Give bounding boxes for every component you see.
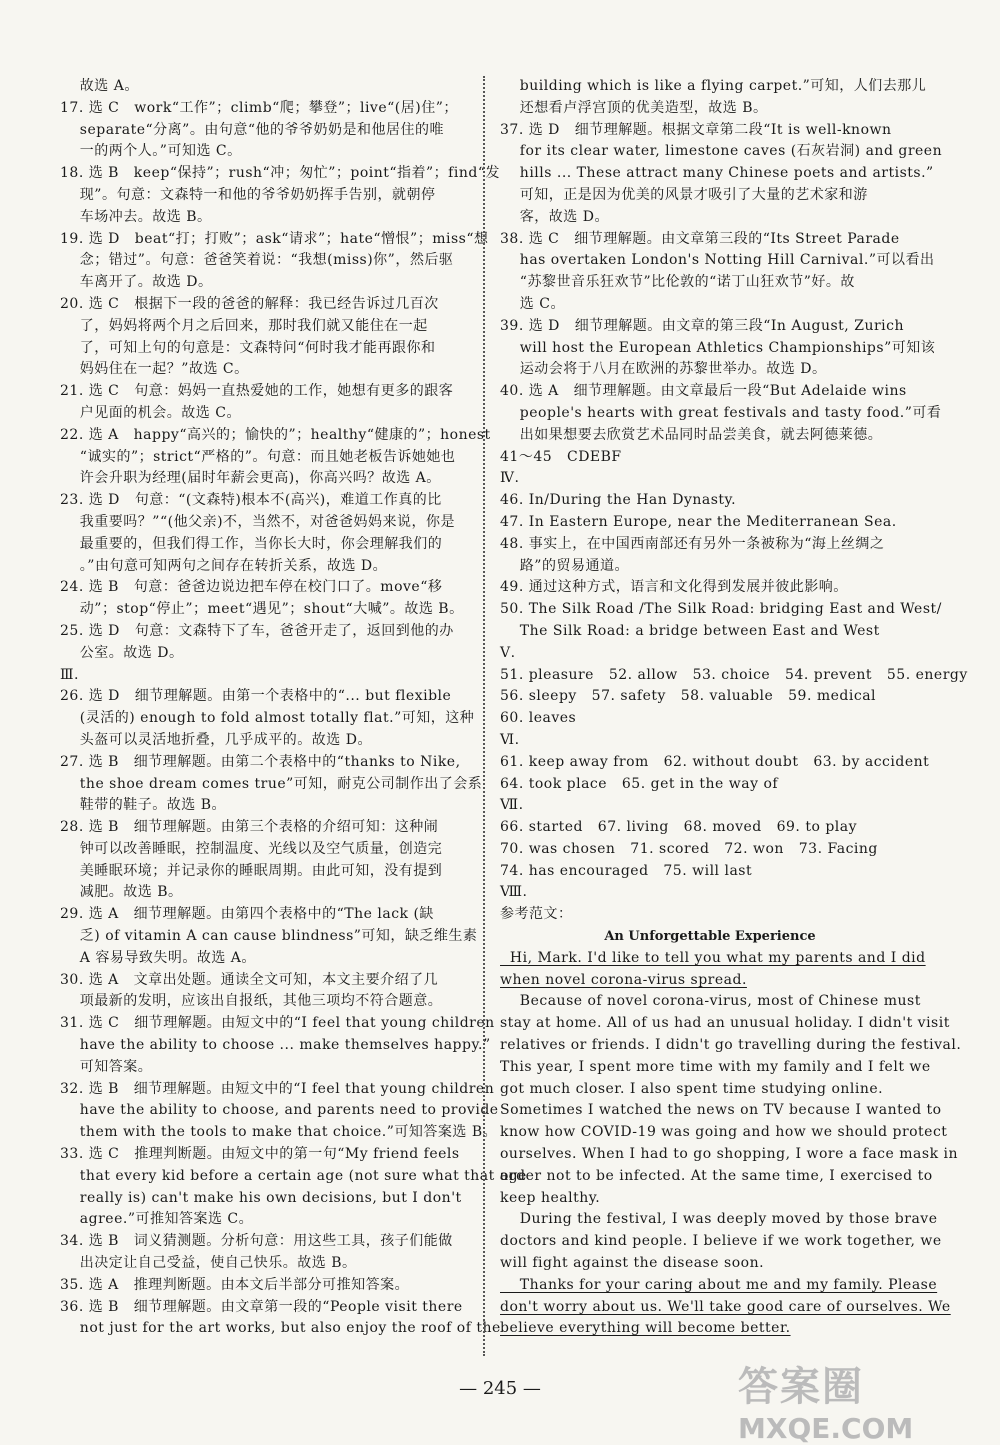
essay-line: This year, I spent more time with my family and I felt we <box>500 1058 931 1075</box>
answer-line: agree.”可推知答案选 C。 <box>60 1211 254 1228</box>
answer-line: 40. 选 A 细节理解题。由文章最后一段“But Adelaide wins <box>500 383 907 400</box>
answer-line: hills ... These attract many Chinese poets and artists.” <box>500 165 934 182</box>
answer-line: The Silk Road: a bridge between East and West <box>500 622 880 639</box>
answer-line: 车离开了。故选 D。 <box>60 274 213 291</box>
answer-line: people's hearts with great festivals and tasty food.”可看 <box>500 404 942 421</box>
answer-line: 48. 事实上，在中国西南部还有另外一条被称为“海上丝绸之 <box>500 535 885 552</box>
answer-line: 减肥。故选 B。 <box>60 884 183 901</box>
answer-line: Ⅳ. <box>500 470 520 487</box>
answer-line: 客，故选 D。 <box>500 208 609 225</box>
essay-line: keep healthy. <box>500 1189 601 1206</box>
essay-line: when novel corona-virus spread. <box>500 971 747 988</box>
answer-line: 项最新的发明，应该出自报纸，其他三项均不符合题意。 <box>60 993 443 1010</box>
essay-line: know how COVID-19 was going and how we should protect <box>500 1124 948 1141</box>
answer-line: 可知答案。 <box>60 1058 153 1075</box>
answer-line: 24. 选 B 句意：爸爸边说边把车停在校门口了。move“移 <box>60 579 443 596</box>
answer-line: 19. 选 D beat“打；打败”；ask“请求”；hate“憎恨”；miss“想 <box>60 230 489 247</box>
answer-line: 21. 选 C 句意：妈妈一直热爱她的工作，她想有更多的跟客 <box>60 383 454 400</box>
answer-line: that every kid before a certain age (not sure what that age <box>60 1167 527 1184</box>
answer-line: 36. 选 B 细节理解题。由文章第一段的“People visit there <box>60 1298 463 1315</box>
answer-line: 74. has encouraged 75. will last <box>500 862 753 879</box>
site-watermark-logo <box>738 1355 988 1445</box>
essay-line: relatives or friends. I didn't go travelling during the festival. <box>500 1037 962 1054</box>
answer-line: 乏) of vitamin A can cause blindness”可知，缺乏维生素 <box>60 928 478 945</box>
answer-line: Ⅴ. <box>500 644 516 661</box>
answer-line: 18. 选 B keep“保持”；rush“冲；匆忙”；point“指着”；find“发 <box>60 165 500 182</box>
essay-line: order not to be infected. At the same time, I exercised to <box>500 1167 933 1184</box>
answer-line: 念；错过”。句意：爸爸笑着说：“我想(miss)你”，然后驱 <box>60 252 454 269</box>
answer-line: 户见面的机会。故选 C。 <box>60 404 241 421</box>
answer-line: will host the European Athletics Championships”可知该 <box>500 339 936 356</box>
answer-line: 28. 选 B 细节理解题。由第三个表格的介绍可知：这种闹 <box>60 819 439 836</box>
essay-line: believe everything will become better. <box>500 1320 791 1337</box>
answer-line: 22. 选 A happy“高兴的；愉快的”；healthy“健康的”；honest <box>60 426 491 443</box>
answer-line: building which is like a flying carpet.”可知，人们去那儿 <box>500 78 927 94</box>
answer-line: 30. 选 A 文章出处题。通读全文可知，本文主要介绍了几 <box>60 971 439 988</box>
answer-line: separate“分离”。由句意“他的爷爷奶奶是和他居住的唯 <box>60 121 444 138</box>
answer-line: 32. 选 B 细节理解题。由短文中的“I feel that young children <box>60 1080 495 1097</box>
answer-line: them with the tools to make that choice.”可知答案选 B。 <box>60 1124 498 1141</box>
answer-line: 35. 选 A 推理判断题。由本文后半部分可推知答案。 <box>60 1276 410 1293</box>
answer-line: 可知，正是因为优美的风景才吸引了大量的艺术家和游 <box>500 186 868 203</box>
answer-line: 20. 选 C 根据下一段的爸爸的解释：我已经告诉过几百次 <box>60 295 439 312</box>
answer-line: 了，可知上句的句意是：文森特问“何时我才能再跟你和 <box>60 339 436 356</box>
answer-line: 50. The Silk Road /The Silk Road: bridging East and West/ <box>500 601 942 618</box>
essay-line: Hi, Mark. I'd like to tell you what my parents and I did <box>500 949 926 966</box>
answer-line: 70. was chosen 71. scored 72. won 73. Facing <box>500 840 878 857</box>
essay-line: Sometimes I watched the news on TV because I wanted to <box>500 1102 942 1119</box>
answer-line: 41～45 CDEBF <box>500 448 622 465</box>
answer-line: 一的两个人。”可知选 C。 <box>60 143 242 160</box>
answer-line: 29. 选 A 细节理解题。由第四个表格中的“The lack (缺 <box>60 906 434 923</box>
answer-line: 妈妈住在一起？”故选 C。 <box>60 361 249 378</box>
answer-line: 出如果想要去欣赏艺术品同时品尝美食，就去阿德莱德。 <box>500 426 883 443</box>
essay-line: stay at home. All of us had an unusual holiday. I didn't visit <box>500 1015 950 1032</box>
answer-line: 64. took place 65. get in the way of <box>500 775 779 792</box>
answer-line: 60. leaves <box>500 710 577 727</box>
answer-line: 鞋带的鞋子。故选 B。 <box>60 797 227 814</box>
answer-line: 34. 选 B 词义猜测题。分析句意：用这些工具，孩子们能做 <box>60 1233 453 1250</box>
essay-line: will fight against the disease soon. <box>500 1255 765 1272</box>
answer-line: 参考范文： <box>500 906 573 923</box>
answer-line: 46. In/During the Han Dynasty. <box>500 492 737 509</box>
answer-line: 动”；stop“停止”；meet“遇见”；shout“大喊”。故选 B。 <box>60 601 464 618</box>
answer-line: 公室。故选 D。 <box>60 644 184 661</box>
answer-line: Ⅵ. <box>500 731 520 748</box>
essay-line: Because of novel corona-virus, most of Chinese must <box>500 993 921 1010</box>
answer-line: 25. 选 D 句意：文森特下了车，爸爸开走了，返回到他的办 <box>60 622 454 639</box>
answer-line: 钟可以改善睡眠，控制温度、光线以及空气质量，创造完 <box>60 840 443 857</box>
answer-line: 38. 选 C 细节理解题。由文章第三段的“Its Street Parade <box>500 230 900 247</box>
answer-line: have the ability to choose, and parents need to provide <box>60 1102 499 1119</box>
answer-line: 选 C。 <box>500 295 565 312</box>
answer-line: 23. 选 D 句意：“(文森特)根本不(高兴)，难道工作真的比 <box>60 492 442 509</box>
answer-line: Ⅶ. <box>500 797 524 814</box>
answer-line: 故选 A。 <box>60 78 139 94</box>
essay-line: Thanks for your caring about me and my family. Please <box>500 1276 938 1293</box>
answer-line: really is) can't make his own decisions, but I don't <box>60 1189 462 1206</box>
answer-line: 39. 选 D 细节理解题。由文章的第三段“In August, Zurich <box>500 317 904 334</box>
answer-line: Ⅷ. <box>500 884 528 901</box>
answer-line: 26. 选 D 细节理解题。由第一个表格中的“... but flexible <box>60 688 452 705</box>
answer-line: have the ability to choose ... make themselves happy.” <box>60 1037 491 1054</box>
answer-line: 美睡眠环境；并记录你的睡眠周期。由此可知，没有提到 <box>60 862 443 879</box>
answer-line: 还想看卢浮宫顶的优美造型，故选 B。 <box>500 99 768 116</box>
watermark-url: MXQE.COM <box>738 1412 914 1445</box>
answer-line: “诚实的”；strict“严格的”。句意：而且她老板告诉她她也 <box>60 448 456 465</box>
essay-title: An Unforgettable Experience <box>604 929 816 945</box>
essay-line: During the festival, I was deeply moved by those brave <box>500 1211 938 1228</box>
answer-line: 61. keep away from 62. without doubt 63. by accident <box>500 753 930 770</box>
answer-line: 31. 选 C 细节理解题。由短文中的“I feel that young children <box>60 1015 495 1032</box>
answer-line: 出决定让自己受益，使自己快乐。故选 B。 <box>60 1255 357 1272</box>
answer-line: “苏黎世音乐狂欢节”比伦敦的“诺丁山狂欢节”好。故 <box>500 274 855 291</box>
answer-line: 现”。句意：文森特一和他的爷爷奶奶挥手告别，就朝停 <box>60 186 436 203</box>
answer-line: the shoe dream comes true”可知，耐克公司制作出了会系 <box>60 775 483 792</box>
essay-line: got much closer. I also spent time studying online. <box>500 1080 884 1097</box>
essay-line: ourselves. When I had to go shopping, I wore a face mask in <box>500 1146 958 1163</box>
answer-line: 我重要吗？”“(他父亲)不，当然不，对爸爸妈妈来说，你是 <box>60 513 456 530</box>
answer-line: has overtaken London's Notting Hill Carnival.”可以看出 <box>500 252 935 269</box>
answer-line: 49. 通过这种方式，语言和文化得到发展并彼此影响。 <box>500 579 848 596</box>
answer-line: 47. In Eastern Europe, near the Mediterranean Sea. <box>500 513 897 530</box>
answer-line: 。”由句意可知两句之间存在转折关系，故选 D。 <box>60 557 388 574</box>
answer-line: 17. 选 C work“工作”；climb“爬；攀登”；live“(居)住”； <box>60 99 458 116</box>
answer-line: 最重要的，但我们得工作，当你长大时，你会理解我们的 <box>60 535 443 552</box>
answer-line: 了，妈妈将两个月之后回来，那时我们就又能住在一起 <box>60 317 428 334</box>
essay-line: don't worry about us. We'll take good care of ourselves. We <box>500 1298 951 1315</box>
answer-line: for its clear water, limestone caves (石灰岩洞) and green <box>500 143 943 160</box>
answer-line: 66. started 67. living 68. moved 69. to play <box>500 819 858 836</box>
answer-line: 37. 选 D 细节理解题。根据文章第二段“It is well-known <box>500 121 892 138</box>
column-divider <box>483 76 485 1356</box>
answer-line: 运动会将于八月在欧洲的苏黎世举办。故选 D。 <box>500 361 827 378</box>
answer-line: 56. sleepy 57. safety 58. valuable 59. medical <box>500 688 877 705</box>
answer-line: A 容易导致失明。故选 A。 <box>60 949 256 966</box>
page-number: — 245 — <box>459 1378 541 1399</box>
essay-line: doctors and kind people. I believe if we work together, we <box>500 1233 942 1250</box>
watermark-logo-text: 答案圈 <box>738 1364 864 1410</box>
answer-line: 33. 选 C 推理判断题。由短文中的第一句“My friend feels <box>60 1146 460 1163</box>
answer-line: not just for the art works, but also enjoy the roof of the <box>60 1320 501 1337</box>
answer-line: Ⅲ. <box>60 666 79 683</box>
answer-line: 车场冲去。故选 B。 <box>60 208 212 225</box>
answer-line: 路”的贸易通道。 <box>500 557 629 574</box>
answer-line: 51. pleasure 52. allow 53. choice 54. prevent 55. energy <box>500 666 968 683</box>
answer-line: (灵活的) enough to fold almost totally flat.”可知，这种 <box>60 710 475 727</box>
right-column <box>500 76 968 1340</box>
answer-line: 27. 选 B 细节理解题。由第二个表格中的“thanks to Nike, <box>60 753 461 770</box>
answer-line: 许会升职为经理(届时年薪会更高)，你高兴吗？故选 A。 <box>60 470 441 487</box>
answer-line: 头盔可以灵活地折叠，几乎成平的。故选 D。 <box>60 731 372 748</box>
